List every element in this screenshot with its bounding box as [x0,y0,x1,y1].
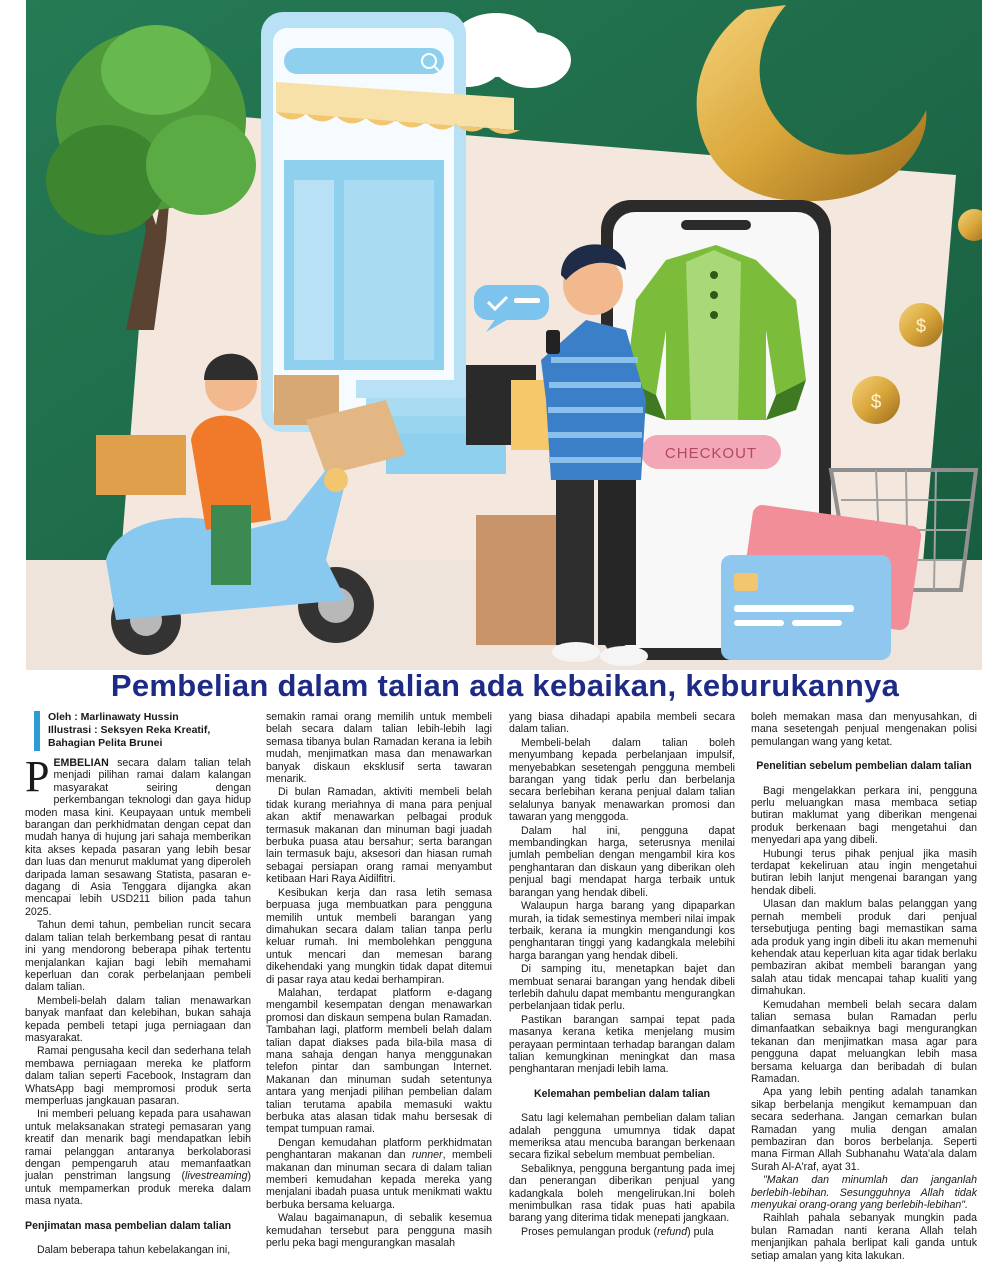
paragraph: Membeli-belah dalam talian menawarkan banyak manfaat dan kelebihan, bukan sahaja kepada pembeli tetapi juga perniagaan dan masyarakat. [25,994,251,1044]
italic-term: runner [411,1149,443,1162]
italic-term: livestreaming [185,1170,248,1183]
paragraph-text: Ini memberi peluang kepada para usahawan untuk melaksanakan strategi pemasaran yang kreatif dan menarik bagi mendapatkan lebih ramai pelanggan antaranya berkolaborasi dengan pempengaruh atau memanfaatkan jualan penstriman langsung ( [25,1108,251,1183]
paragraph: Di bulan Ramadan, aktiviti membeli belah tidak kurang meriahnya di mana para penjual akan aktif menawarkan pelbagai produk termasuk makanan dan minuman bagi juadah berbuka puasa atau bersahur; serta barangan lain termasuk baju, aksesori dan hiasan rumah sebagai persiapan orang ramai menyambut ketibaan Hari Raya Aidilfitri. [266,786,492,886]
paragraph: boleh memakan masa dan menyusahkan, di mana sesetengah penjual mengenakan polisi pemulangan wang yang ketat. [751,711,977,748]
paragraph: yang biasa dihadapi apabila membeli secara dalam talian. [509,711,735,736]
paragraph: Membeli-belah dalam talian boleh menyumbang kepada perbelanjaan impulsif, menyebabkan sesetengah pengguna membeli barangan yang tidak perlu dan berbelanja secara berlebihan kerana penjual dalam talian selalunya banyak menawarkan promosi dan tawaran yang menggoda. [509,736,735,824]
paragraph-text: , membeli makanan dan minuman secara di dalam talian memberi kemudahan kepada mereka yang menjalani ibadah puasa untuk menikmati waktu berbuka bersama keluarga. [266,1149,492,1211]
paragraph: Satu lagi kelemahan pembelian dalam talian adalah pengguna umumnya tidak dapat memeriksa atau mencuba barangan berkenaan secara fizikal sebelum membuat pembelian. [509,1112,735,1162]
article-column-2 [266,711,492,1271]
italic-term: refund [657,1225,688,1238]
paragraph-text: ) pula [687,1225,714,1238]
svg-text:$: $ [915,316,927,336]
paragraph: Bagi mengelakkan perkara ini, pengguna perlu meluangkan masa membaca setiap butiran maklumat yang diberikan mengenai produk berkenaan bagi mengetahui dan menyedari apa yang dibeli. [751,784,977,847]
paragraph: Ramai pengusaha kecil dan sederhana telah membawa perniagaan mereka ke platform dalam talian seperti Facebook, Instagram dan WhatsApp bagi mempromosi produk serta memperluas jangkauan pasaran. [25,1045,251,1107]
paragraph: Malahan, terdapat platform e-dagang mengambil kesempatan dengan menawarkan promosi dan diskaun sempena bulan Ramadan. Tambahan lagi, platform membeli belah dalam talian dapat diakses pada bila-bila masa di mana sahaja dengan hanya menggunakan telefon pintar dan sambungan Internet. Makanan dan minuman sudah setentunya antara yang menjadi pilihan pembelian dalam talian terutama apabila memasuki waktu berbuka atas alasan tidak mahu bersesak di tempat tumpuan ramai. [266,986,492,1136]
byline-author: Oleh : Marlinawaty Hussin [48,711,179,723]
headline: Pembelian dalam talian ada kebaikan, keburukannya [110,668,900,703]
article-column-3 [509,711,735,1271]
paragraph: Raihlah pahala sebanyak mungkin pada bulan Ramadan nanti kerana Allah telah menjanjikan pahala berlipat kali ganda untuk setiap amalan yang kita lakukan. [751,1212,977,1262]
paragraph: Sebaliknya, pengguna bergantung pada imej dan penerangan diberikan penjual yang kadangkala boleh mengelirukan.Ini boleh menimbulkan rasa tidak puas hati apabila barang yang diterima tidak menepati jangkaan. [509,1162,735,1225]
article-column-1 [25,757,251,1269]
section-heading: Penelitian sebelum pembelian dalam talian [756,760,972,773]
search-bar [284,48,444,74]
quran-quote: "Makan dan minumlah dan janganlah berlebih-lebihan. Sesungguhnya Allah tidak menyukai orang-orang yang berlebih-lebihan". [751,1174,977,1212]
section-heading: Penjimatan masa pembelian dalam talian [25,1219,232,1232]
paragraph [25,1108,251,1207]
byline [34,711,259,751]
paragraph-text: secara dalam talian telah menjadi pilihan ramai dalam kalangan masyarakat seiring dengan perkembangan teknologi dan gaya hidup moden masa kini. Keupayaan untuk membeli barangan dan perkhidmatan dengan cepat dan mudah hanya di hujung jari sahaja memberikan kita akses kepada pasaran yang lebih besar dan luas dan menurut maklumat yang diperoleh daripada laman sesawang Statista, pasaran e-dagang di Asia Tenggara dijangka akan mencapai lebih USD211 bilion pada tahun 2025. [25,757,251,918]
checkout-label: CHECKOUT [664,445,758,462]
svg-text:$: $ [870,392,882,413]
paragraph: Kesibukan kerja dan rasa letih semasa berpuasa juga membuatkan para pengguna memilih untuk membeli barangan yang dimahukan secara dalam talian tanpa perlu keluar rumah. Ini membolehkan pengguna untuk mencari dan memesan barang dikehendaki yang mungkin tidak dapat ditemui di pasar raya atau kedai berhampiran. [266,886,492,986]
paragraph: Hubungi terus pihak penjual jika masih terdapat kekeliruan atau ingin mengetahui butiran lebih lanjut mengenai barangan yang hendak dibeli. [751,847,977,897]
paragraph: Walaupun harga barang yang dipaparkan murah, ia tidak semestinya memberi nilai impak terbaik, kerana ia mungkin mengandungi kos penghantaran tinggi yang kadangkala melebihi harga barangan yang hendak dibeli. [509,900,735,962]
paragraph [266,1137,492,1211]
paragraph: Di samping itu, menetapkan bajet dan membuat senarai barangan yang hendak dibeli terlebih dahulu dapat membantu mengurangkan perbelanjaan tidak perlu. [509,963,735,1013]
byline-illustration: Illustrasi : Seksyen Reka Kreatif, [48,724,211,736]
paragraph: semakin ramai orang memilih untuk membeli belah secara dalam talian lebih-lebih lagi semasa tibanya bulan Ramadan kerana ia lebih mudah, menjimatkan masa dan menawarkan banyak diskaun eksklusif serta tawaran menarik. [266,711,492,786]
paragraph: Walau bagaimanapun, di sebalik kesemua kemudahan tersebut para pengguna masih perlu peka bagi mengurangkan masalah [266,1212,492,1250]
paragraph: Apa yang lebih penting adalah tanamkan sikap berbelanja mengikut kemampuan dan secara sederhana. Jangan cemarkan bulan Ramadan yang mulia dengan amalan pembaziran dan boros berbelanja. Seperti mana Firman Allah Subhanahu Wata'ala dalam Surah Al-A'raf, ayat 31. [751,1086,977,1173]
paragraph: Pastikan barangan sampai tepat pada masanya kerana ketika menjelang musim perayaan permintaan terhadap barangan dalam talian kemungkinan meningkat dan masa penghantaran menjadi lebih lama. [509,1013,735,1076]
byline-illustration-dept: Bahagian Pelita Brunei [48,737,163,749]
section-heading: Kelemahan pembelian dalam talian [533,1087,711,1100]
paragraph: Ulasan dan maklum balas pelanggan yang pernah membeli produk dari penjual tersebutjuga penting bagi memastikan sama ada produk yang ingin dibeli itu akan memenuhi kehendak atau keperluan kita agar tidak berlaku pembaziran akibat membeli barangan yang salah atau tidak mencapai tahap kualiti yang dimahukan. [751,898,977,998]
paragraph-text: ) untuk mempamerkan produk mereka dalam masa nyata. [25,1170,251,1208]
paragraph-text: Dengan kemudahan platform perkhidmatan penghantaran makanan dan [266,1136,492,1162]
paragraph [25,757,251,918]
paragraph: Dalam hal ini, pengguna dapat membandingkan harga, seterusnya menilai jumlah pembelian dengan mengambil kira kos penghantaran dan diskaun yang diberikan oleh penjual bagi mendapat harga terbaik untuk barangan yang hendak dibeli. [509,824,735,899]
paragraph: Dalam beberapa tahun kebelakangan ini, [37,1244,231,1257]
hero-svg [26,0,982,670]
drop-cap: P [25,757,50,801]
hero-illustration [26,0,982,670]
paragraph: Kemudahan membeli belah secara dalam talian semasa bulan Ramadan perlu dimanfaatkan sebaiknya bagi mengurangkan tekanan dan menjimatkan masa agar para pengguna dapat meluangkan lebih masa bersama keluarga dan beribadah di bulan Ramadan. [751,998,977,1085]
paragraph-text: Proses pemulangan produk ( [521,1225,658,1238]
paragraph: Tahun demi tahun, pembelian runcit secara dalam talian telah berkembang pesat di rantau ini yang mendorong beberapa pihak tertentu menjalankan kajian bagi lebih memahami keperluan dan corak perbelanjaan pembeli dalam talian. [25,919,251,994]
paragraph [509,1226,735,1238]
article-column-4 [751,711,977,1271]
lead-caps: EMBELIAN [53,757,109,769]
